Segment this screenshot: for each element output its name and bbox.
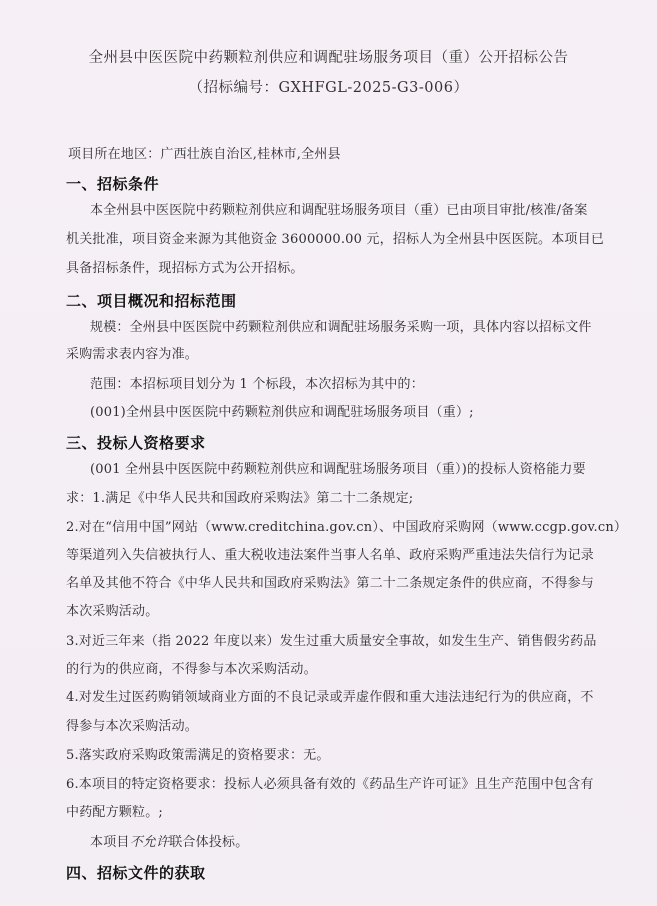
section-3-line: 4.对发生过医药购销领域商业方面的不良记录或弄虚作假和重大违法违纪行为的供应商，不 [66, 690, 594, 705]
section-3-line: (001 全州县中医医院中药颗粒剂供应和调配驻场服务项目（重）)的投标人资格能力要 [90, 462, 586, 477]
section-1-line: 本全州县中医医院中药颗粒剂供应和调配驻场服务项目（重）已由项目审批/核准/备案 [90, 203, 588, 218]
section-3-line: 5.落实政府采购政策需满足的资格要求：无。 [66, 748, 330, 763]
joint-bid-suffix: 联合体投标。 [169, 835, 249, 850]
section-3-line: 2.对在“信用中国”网站（www.creditchina.gov.cn）、中国政府采购网（www.ccgp.gov.cn） [66, 520, 628, 535]
section-3-heading: 三、投标人资格要求 [66, 434, 206, 452]
section-1-line: 机关批准，项目资金来源为其他资金 3600000.00 元，招标人为全州县中医医院。本项目已 [66, 232, 605, 247]
section-3-line: 6.本项目的特定资格要求：投标人必须具备有效的《药品生产许可证》且生产范围中包含有 [66, 777, 594, 792]
document-title: 全州县中医医院中药颗粒剂供应和调配驻场服务项目（重）公开招标公告 [88, 50, 569, 66]
section-3-line: 求：1.满足《中华人民共和国政府采购法》第二十二条规定; [66, 491, 414, 506]
joint-bid-note [90, 835, 248, 851]
section-1-line: 具备招标条件，现招标方式为公开招标。 [66, 261, 304, 276]
section-3-line: 得参与本次采购活动。 [66, 719, 199, 734]
section-3-line: 的行为的供应商，不得参与本次采购活动。 [66, 662, 317, 677]
section-1-heading: 一、招标条件 [66, 175, 160, 193]
section-2-heading: 二、项目概况和招标范围 [66, 292, 237, 310]
section-2-line: 规模：全州县中医医院中药颗粒剂供应和调配驻场服务采购一项，具体内容以招标文件 [90, 320, 592, 335]
section-3-line: 名单及其他不符合《中华人民共和国政府采购法》第二十二条规定条件的供应商，不得参与 [66, 576, 595, 591]
section-3-line: 3.对近三年来（指 2022 年度以来）发生过重大质量安全事故，如发生生产、销售假劣药品 [66, 634, 597, 649]
joint-bid-prefix: 本项目 [90, 835, 130, 850]
section-2-line: 采购需求表内容为准。 [66, 347, 199, 362]
section-3-line: 中药配方颗粒。; [66, 805, 163, 820]
project-location: 项目所在地区：广西壮族自治区,桂林市,全州县 [68, 147, 341, 162]
section-2-line: 范围：本招标项目划分为 1 个标段，本次招标为其中的： [90, 377, 424, 392]
section-3-line: 本次采购活动。 [66, 604, 159, 619]
section-2-line: (001)全州县中医医院中药颗粒剂供应和调配驻场服务项目（重）; [90, 405, 474, 420]
joint-bid-italic: 不允许 [129, 835, 170, 850]
section-3-line: 等渠道列入失信被执行人、重大税收违法案件当事人名单、政府采购严重违法失信行为记录 [66, 548, 595, 563]
tender-code: （招标编号：GXHFGL-2025-G3-006） [188, 80, 469, 96]
section-4-heading: 四、招标文件的获取 [66, 864, 206, 882]
